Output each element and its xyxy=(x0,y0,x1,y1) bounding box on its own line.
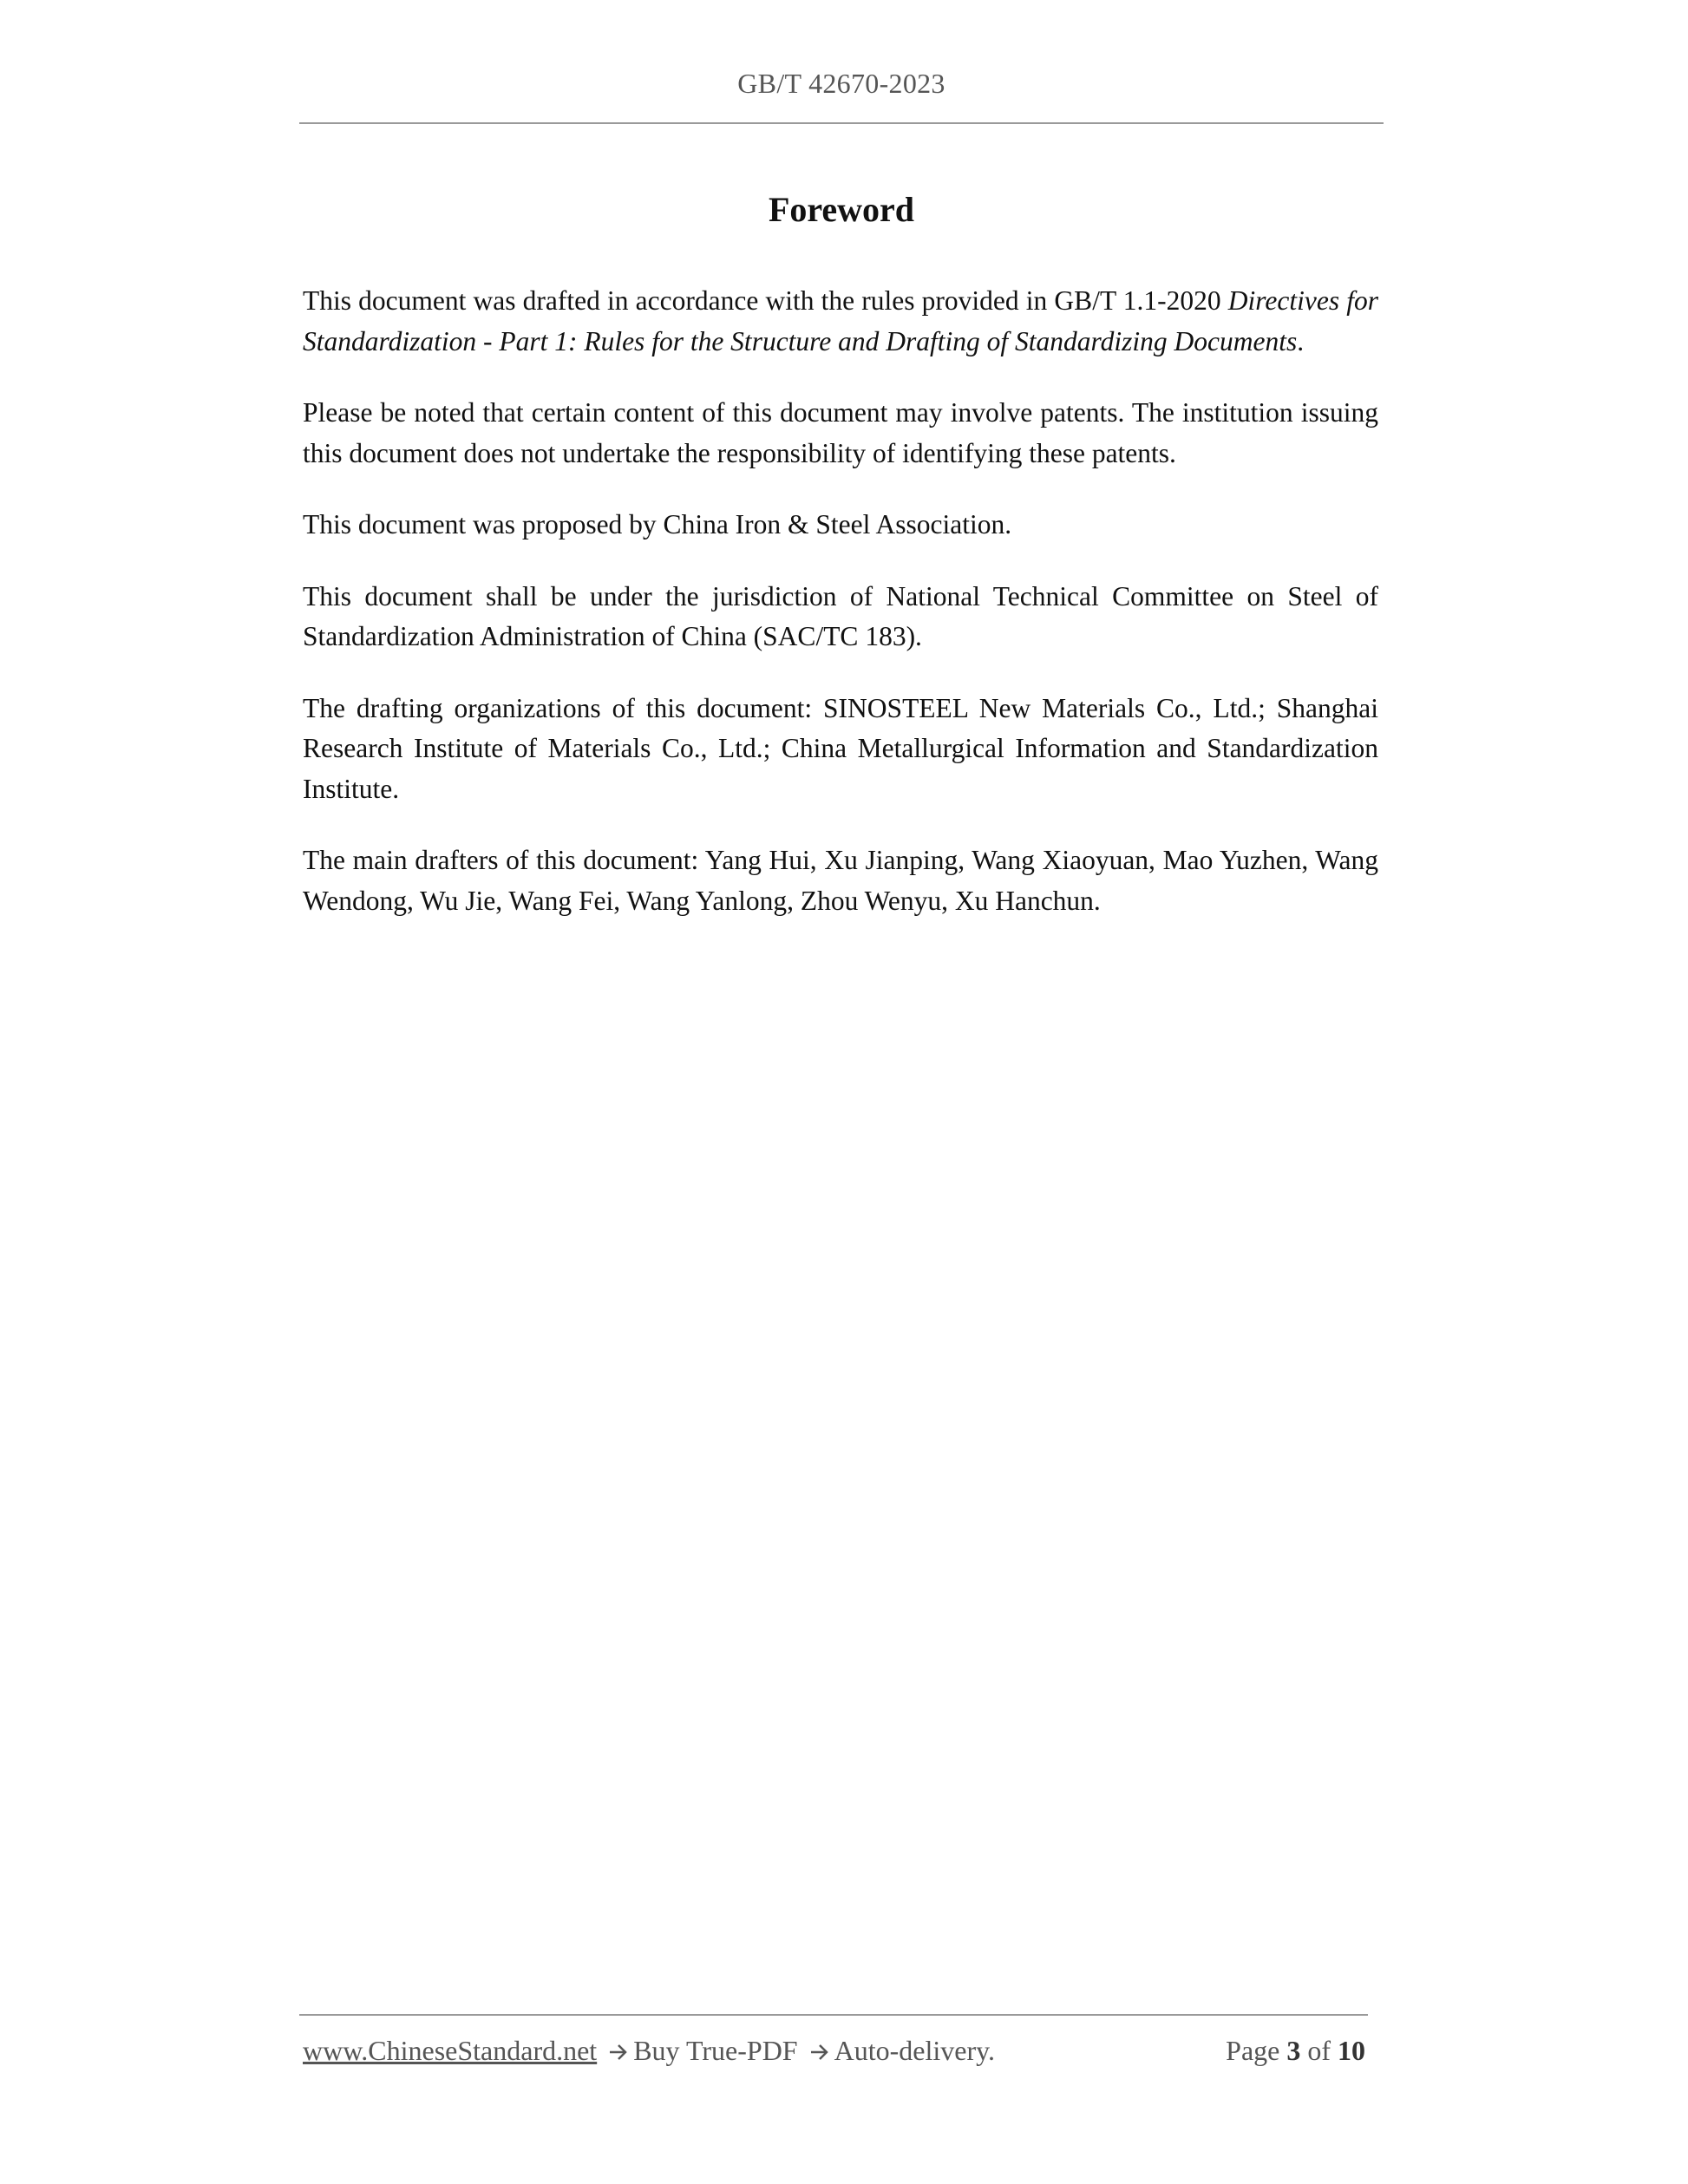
footer-promo xyxy=(303,2035,995,2067)
paragraph-drafting-rules xyxy=(303,281,1378,362)
website-link[interactable]: www.ChineseStandard.net xyxy=(303,2035,598,2066)
paragraph-text: This document was drafted in accordance with the rules provided in GB/T 1.1-2020 xyxy=(303,285,1228,316)
paragraph-jurisdiction: This document shall be under the jurisdiction of National Technical Committee on Steel of Standardization Administration of China (SAC/TC 183). xyxy=(303,580,1378,651)
right-arrow-icon xyxy=(609,2043,628,2061)
paragraph-patents: Please be noted that certain content of this document may involve patents. The institution issuing this document does not undertake the responsibility of identifying these patents. xyxy=(303,397,1378,468)
page-indicator xyxy=(1226,2035,1365,2067)
paragraph-main-drafters: The main drafters of this document: Yang Hui, Xu Jianping, Wang Xiaoyuan, Mao Yuzhen, Wang Wendong, Wu Jie, Wang Fei, Wang Yanlong, Zhou Wenyu, Xu Hanchun. xyxy=(303,845,1378,916)
page-label: Page xyxy=(1226,2035,1280,2066)
header-divider xyxy=(299,122,1384,124)
page-title: Foreword xyxy=(768,190,915,229)
footer-divider xyxy=(299,2014,1368,2016)
running-header: GB/T 42670-2023 xyxy=(737,68,945,99)
page-total: 10 xyxy=(1338,2035,1365,2066)
footer-step-delivery: Auto-delivery. xyxy=(834,2035,996,2066)
paragraph-text-end: . xyxy=(1297,325,1305,356)
page-current: 3 xyxy=(1286,2035,1301,2066)
cited-standard-title: Directives for Standardization - Part 1: Rules for the Structure and Drafting of Standardizing Documents xyxy=(303,285,1378,356)
page-of-label: of xyxy=(1307,2035,1331,2066)
document-body xyxy=(303,281,1378,952)
footer-step-buy: Buy True-PDF xyxy=(633,2035,798,2066)
paragraph-proposed-by: This document was proposed by China Iron & Steel Association. xyxy=(303,509,1012,539)
paragraph-drafting-organizations: The drafting organizations of this document: SINOSTEEL New Materials Co., Ltd.; Shanghai Research Institute of Materials Co., Ltd.; China Metallurgical Information and Standardization Institute. xyxy=(303,692,1378,804)
right-arrow-icon xyxy=(810,2043,829,2061)
